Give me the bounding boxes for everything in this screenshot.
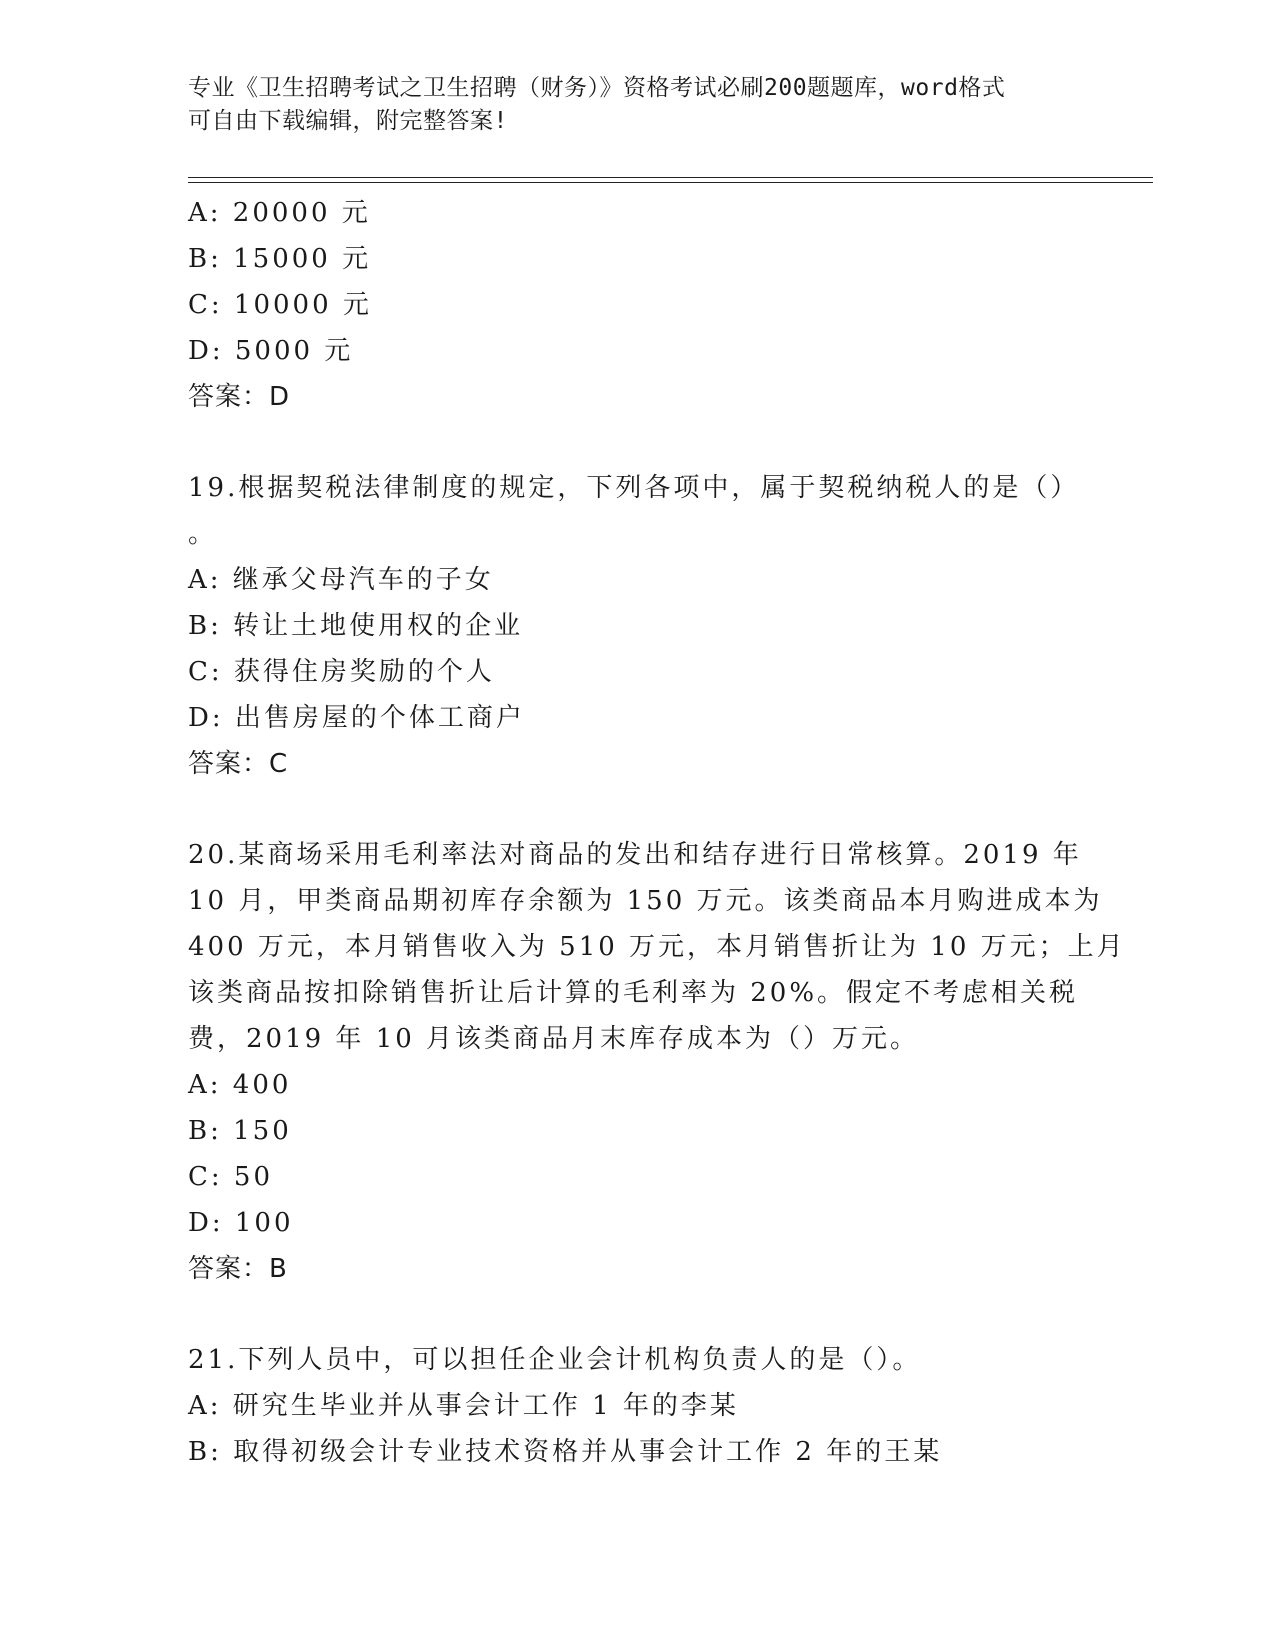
option-a: A: 研究生毕业并从事会计工作 1 年的李某: [188, 1391, 739, 1421]
option-a: A: 20000 元: [188, 198, 371, 228]
question-18: [188, 190, 1088, 420]
answer-line: 答案：D: [188, 382, 291, 412]
option-d: D: 出售房屋的个体工商户: [188, 703, 525, 733]
spacer: [188, 420, 1088, 465]
answer-line: 答案：C: [188, 749, 289, 779]
option-a: A: 继承父母汽车的子女: [188, 565, 494, 595]
question-stem-line: 20.某商场采用毛利率法对商品的发出和结存进行日常核算。2019 年: [188, 840, 1082, 870]
answer-line: 答案：B: [188, 1254, 288, 1284]
question-19: [188, 465, 1088, 787]
header-divider-bottom: [188, 182, 1153, 183]
question-list: [188, 190, 1126, 1475]
question-stem-line: 400 万元，本月销售收入为 510 万元，本月销售折让为 10 万元；上月: [188, 932, 1126, 962]
question-stem-line: 该类商品按扣除销售折让后计算的毛利率为 20%。假定不考虑相关税: [188, 978, 1079, 1008]
option-b: B: 转让土地使用权的企业: [188, 611, 524, 641]
spacer: [188, 787, 1088, 832]
document-header: [188, 72, 1068, 138]
question-21: [188, 1337, 1088, 1475]
option-b: B: 150: [188, 1116, 292, 1146]
question-stem-line: 。: [188, 519, 218, 549]
option-d: D: 100: [188, 1208, 294, 1238]
option-c: C: 获得住房奖励的个人: [188, 657, 495, 687]
option-d: D: 5000 元: [188, 336, 354, 366]
question-stem-line: 21.下列人员中，可以担任企业会计机构负责人的是（）。: [188, 1345, 922, 1375]
option-a: A: 400: [188, 1070, 292, 1100]
header-divider-top: [188, 177, 1153, 178]
header-line-1: 专业《卫生招聘考试之卫生招聘（财务）》资格考试必刷200题题库，word格式: [188, 75, 1006, 101]
option-b: B: 15000 元: [188, 244, 372, 274]
option-c: C: 50: [188, 1162, 274, 1192]
spacer: [188, 1292, 1088, 1337]
option-b: B: 取得初级会计专业技术资格并从事会计工作 2 年的王某: [188, 1437, 943, 1467]
header-line-2: 可自由下载编辑，附完整答案!: [188, 108, 508, 134]
question-20: [188, 832, 1126, 1292]
option-c: C: 10000 元: [188, 290, 372, 320]
question-stem-line: 10 月，甲类商品期初库存余额为 150 万元。该类商品本月购进成本为: [188, 886, 1103, 916]
question-stem-line: 19.根据契税法律制度的规定，下列各项中，属于契税纳税人的是（）: [188, 473, 1080, 503]
question-stem-line: 费，2019 年 10 月该类商品月末库存成本为（）万元。: [188, 1024, 920, 1054]
